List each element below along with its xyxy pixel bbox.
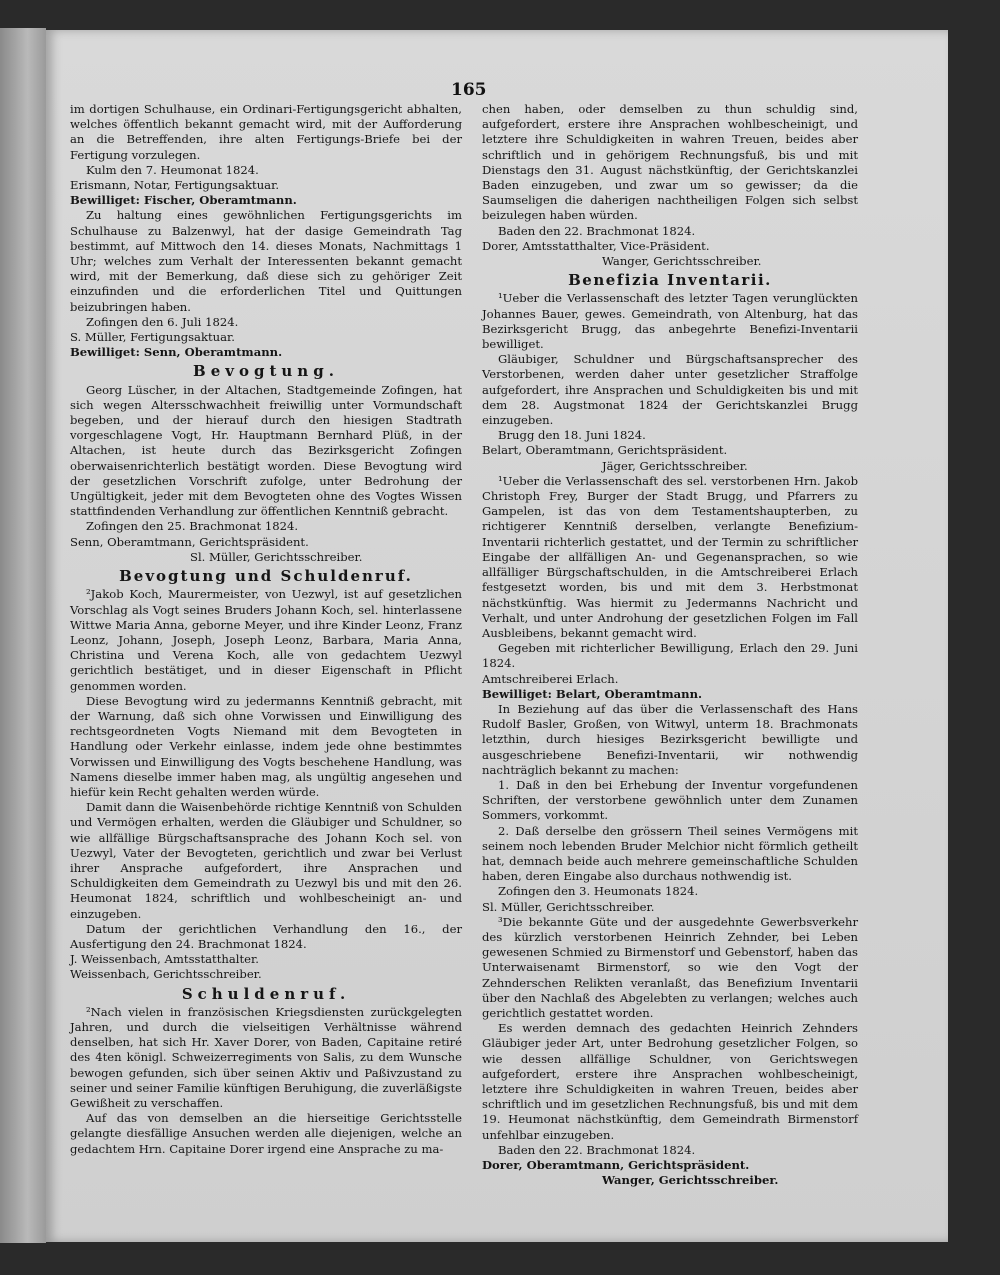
notice-basler-item-1: 1. Daß in den bei Erhebung der Inventur vorgefundenen Schriften, der verstorbene gewöhnlich unter dem Zunamen Sommers, vorkommt. [482,777,858,823]
notice-frey-given: Gegeben mit richterlicher Bewilligung, Erlach den 29. Juni 1824. [482,641,858,671]
heading-bevogtung-schuldenruf: Bevogtung und Schuldenruf. [119,567,413,586]
notice-frey-text: ¹Ueber die Verlassenschaft des sel. verstorbenen Hrn. Jakob Christoph Frey, Burger der Stadt Brugg, und Pfarrers zu Gampelen, ist das von dem Testamentshaupterben, zu richtigerer Kenntniß derselben, verlangte Benefizium-Inventarii richterlich gestattet, und der Termin zu schriftlicher Eingabe der allfälligen An- und Gegenansprachen, so wie allfälliger Bürgschaftschulden, in die Amtschreiberei Erlach festgesetzt worden, bis und mit dem 3. Herbstmonat nächstkünftig. Was hiermit zu Jedermanns Nachricht und Verhalt, und unter Androhung der gesetzlichen Folgen im Fall Ausbleibens, bekannt gemacht wird. [482,473,858,640]
page-number: 165 [451,80,487,100]
right-column [482,102,858,1188]
notice-bauer-text: ¹Ueber die Verlassenschaft des letzter Tagen verunglückten Johannes Bauer, gewes. Gemeindrath, von Altenburg, hat das Bezirksgericht Brugg, das anbegehrte Benefizi-Inventarii bewilliget. [482,291,858,352]
notice-koch-text: ²Jakob Koch, Maurermeister, von Uezwyl, ist auf gesetzlichen Vorschlag als Vogt seines Bruders Johann Koch, sel. hinterlassene Wittwe Maria Anna, geborne Meyer, und ihre Kinder Leonz, Franz Leonz, Johann, Joseph, Joseph Leonz, Barbara, Maria Anna, Christina und Verena Koch, alle von gedachtem Uezwyl gerichtlich bestätiget, und in dieser Eigenschaft in Pflicht genommen worden. [70,587,462,693]
notice-luescher-signature-1: Senn, Oberamtmann, Gerichtspräsident. [70,534,309,549]
notice-balzenwyl-approval: Bewilliget: Senn, Oberamtmann. [70,345,283,360]
notice-bauer-creditors: Gläubiger, Schuldner und Bürgschaftsansprecher des Verstorbenen, werden daher unter gesetzlicher Straffolge aufgefordert, ihre Ansprachen und Schuldigkeiten bis und mit dem 28. Augstmonat 1824 der Gerichtskanzlei Brugg einzugeben. [482,352,858,428]
notice-balzenwyl-text: Zu haltung eines gewöhnlichen Fertigungsgerichts im Schulhause zu Balzenwyl, hat der dasige Gemeindrath Tag bestimmt, auf Mittwoch den 14. dieses Monats, Nachmittags 1 Uhr; welches zum Verhalt der Interessenten bekannt gemacht wird, mit der Bemerkung, daß diese sich zu gehöriger Zeit einzufinden und die erforderlichen Titel und Quittungen beizubringen haben. [70,208,462,314]
notice-dorer-continued: chen haben, oder demselben zu thun schuldig sind, aufgefordert, erstere ihre Ansprachen wohlbescheinigt, und letztere ihre Schuldigkeiten in wahren Treuen, beides aber schriftlich und in gehörigem Rechnungsfuß, bis und mit Dienstags den 31. August nächstkünftig, der Gerichtskanzlei Baden einzugeben, und zwar um so gewisser; da die Saumseligen die daherigen nachtheiligen Folgen sich selbst beizulegen haben würden. [482,102,858,223]
left-column [70,102,462,1157]
notice-koch-creditors: Damit dann die Waisenbehörde richtige Kenntniß von Schulden und Vermögen erhalten, werden die Gläubiger und Schuldner, so wie allfällige Bürgschaftsansprache des Johann Koch sel. von Uezwyl, Vater der Bevogteten, gerichtlich und zwar bei Verlust ihrer Ansprache aufgefordert, ihre Ansprachen und Schuldigkeiten dem Gemeindrath zu Uezwyl bis und mit den 26. Heumonat 1824, schriftlich und wohlbescheinigt an- und einzugeben. [70,800,462,921]
notice-luescher-place: Zofingen den 25. Brachmonat 1824. [86,519,299,534]
notice-bauer-signature-2: Jäger, Gerichtsschreiber. [602,458,748,473]
notice-zehnder-place: Baden den 22. Brachmonat 1824. [498,1142,696,1157]
notice-basler-item-2: 2. Daß derselbe den grössern Theil seines Vermögens mit seinem noch lebenden Bruder Melchior nicht förmlich getheilt hat, demnach beide auch mehrere gemeinschaftliche Schulden haben, deren Eingabe also durchaus nothwendig ist. [482,823,858,884]
notice-kulm-place: Kulm den 7. Heumonat 1824. [86,162,259,177]
notice-luescher-signature-2: Sl. Müller, Gerichtsschreiber. [190,549,363,564]
notice-luescher-text: Georg Lüscher, in der Altachen, Stadtgemeinde Zofingen, hat sich wegen Altersschwachheit freiwillig unter Vormundschaft begeben, und der hierauf durch den hiesigen Stadtrath vorgeschlagene Vogt, Hr. Hauptmann Bernhard Plüß, in der Altachen, ist heute durch das Bezirksgericht Zofingen oberwaisenrichterlich bestätigt worden. Diese Bevogtung wird der gesetzlichen Vorschrift zufolge, unter Bedrohung der Ungültigkeit, jeder mit dem Bevogteten ohne des Vogtes Wissen stattfindenden Verhandlung zur öffentlichen Kenntniß gebracht. [70,382,462,519]
notice-frey-office: Amtschreiberei Erlach. [482,671,619,686]
notice-kulm-text: im dortigen Schulhause, ein Ordinari-Fertigungsgericht abhalten, welches öffentlich bekannt gemacht wird, mit der Aufforderung an die Betreffenden, ihre alten Fertigungs-Briefe bei der Fertigung vorzulegen. [70,102,462,162]
notice-basler-place: Zofingen den 3. Heumonats 1824. [498,884,699,899]
heading-schuldenruf: Schuldenruf. [181,984,351,1003]
notice-basler-signature: Sl. Müller, Gerichtsschreiber. [482,899,655,914]
notice-bauer-place: Brugg den 18. Juni 1824. [498,428,646,443]
notice-dorer-signature-2: Wanger, Gerichtsschreiber. [602,254,762,269]
notice-zehnder-signature-1: Dorer, Oberamtmann, Gerichtspräsident. [482,1158,750,1173]
notice-balzenwyl-place: Zofingen den 6. Juli 1824. [86,314,239,329]
notice-koch-signature-1: J. Weissenbach, Amtsstatthalter. [70,952,259,967]
notice-frey-approval: Bewilliget: Belart, Oberamtmann. [482,686,703,701]
notice-zehnder-creditors: Es werden demnach des gedachten Heinrich Zehnders Gläubiger jeder Art, unter Bedrohung gesetzlicher Folgen, so wie dessen allfällige Schuldner, von Gerichtswegen aufgefordert, erstere ihre Ansprachen wohlbescheinigt, letztere ihre Schuldigkeiten in wahren Treuen, beides aber schriftlich und im gesetzlichen Rechnungsfuß, bis und mit dem 19. Heumonat nächstkünftig, dem Gemeindrath Birmenstorf unfehlbar einzugeben. [482,1021,858,1142]
notice-dorer-request: Auf das von demselben an die hierseitige Gerichtsstelle gelangte diesfällige Ansuchen werden alle diejenigen, welche an gedachtem Hrn. Capitaine Dorer irgend eine Ansprache zu ma- [70,1111,462,1156]
notice-balzenwyl-signature: S. Müller, Fertigungsaktuar. [70,330,235,345]
notice-kulm-approval: Bewilliget: Fischer, Oberamtmann. [70,193,297,208]
notice-zehnder-signature-2: Wanger, Gerichtsschreiber. [602,1173,779,1188]
notice-bauer-signature-1: Belart, Oberamtmann, Gerichtspräsident. [482,443,728,458]
notice-kulm-signature: Erismann, Notar, Fertigungsaktuar. [70,178,280,193]
heading-benefizia-inventarii: Benefizia Inventarii. [568,271,772,290]
heading-bevogtung: Bevogtung. [193,362,339,381]
notice-zehnder-text: ³Die bekannte Güte und der ausgedehnte Gewerbsverkehr des kürzlich verstorbenen Heinrich Zehnder, bei Leben gewesenen Schmied zu Birmenstorf und Gebenstorf, haben das Unterwaisenamt Birmenstorf, so wie den Vogt der Zehnderschen Relikten veranlaßt, das Benefizium Inventarii über den Nachlaß des Abgelebten zu verlangen; welches auch gerichtlich gestattet worden. [482,914,858,1020]
facing-page-edge [0,28,46,1243]
notice-koch-warning: Diese Bevogtung wird zu jedermanns Kenntniß gebracht, mit der Warnung, daß sich ohne Vorwissen und Einwilligung des rechtsgeordneten Vogts Niemand mit dem Bevogteten in Handlung oder Verkehr einlasse, indem jede ohne bestimmtes Vorwissen und Einwilligung des Vogts beschehene Handlung, was Namens dieselbe immer haben mag, als ungültig angesehen und hiefür kein Recht gehalten werden würde. [70,693,462,799]
notice-dorer-signature-1: Dorer, Amtsstatthalter, Vice-Präsident. [482,238,710,253]
notice-dorer-place: Baden den 22. Brachmonat 1824. [498,223,696,238]
notice-koch-signature-2: Weissenbach, Gerichtsschreiber. [70,967,262,982]
notice-koch-date: Datum der gerichtlichen Verhandlung den 16., der Ausfertigung den 24. Brachmonat 1824. [70,921,462,951]
notice-dorer-text: ²Nach vielen in französischen Kriegsdiensten zurückgelegten Jahren, und durch die vielseitigen Verhältnisse während denselben, hat sich Hr. Xaver Dorer, von Baden, Capitaine retiré des 4ten königl. Schweizerregiments von Salis, zu dem Wunsche bewogen gefunden, sich über seinen Aktiv und Paßivzustand zu seiner und seiner Familie künftigen Beruhigung, die zuverläßigste Gewißheit zu verschaffen. [70,1004,462,1110]
notice-basler-text: In Beziehung auf das über die Verlassenschaft des Hans Rudolf Basler, Großen, von Witwyl, unterm 18. Brachmonats letzthin, durch hiesiges Bezirksgericht bewilligte und ausgeschriebene Benefizi-Inventarii, wir nothwendig nachträglich bekannt zu machen: [482,701,858,777]
newspaper-page [46,30,948,1242]
